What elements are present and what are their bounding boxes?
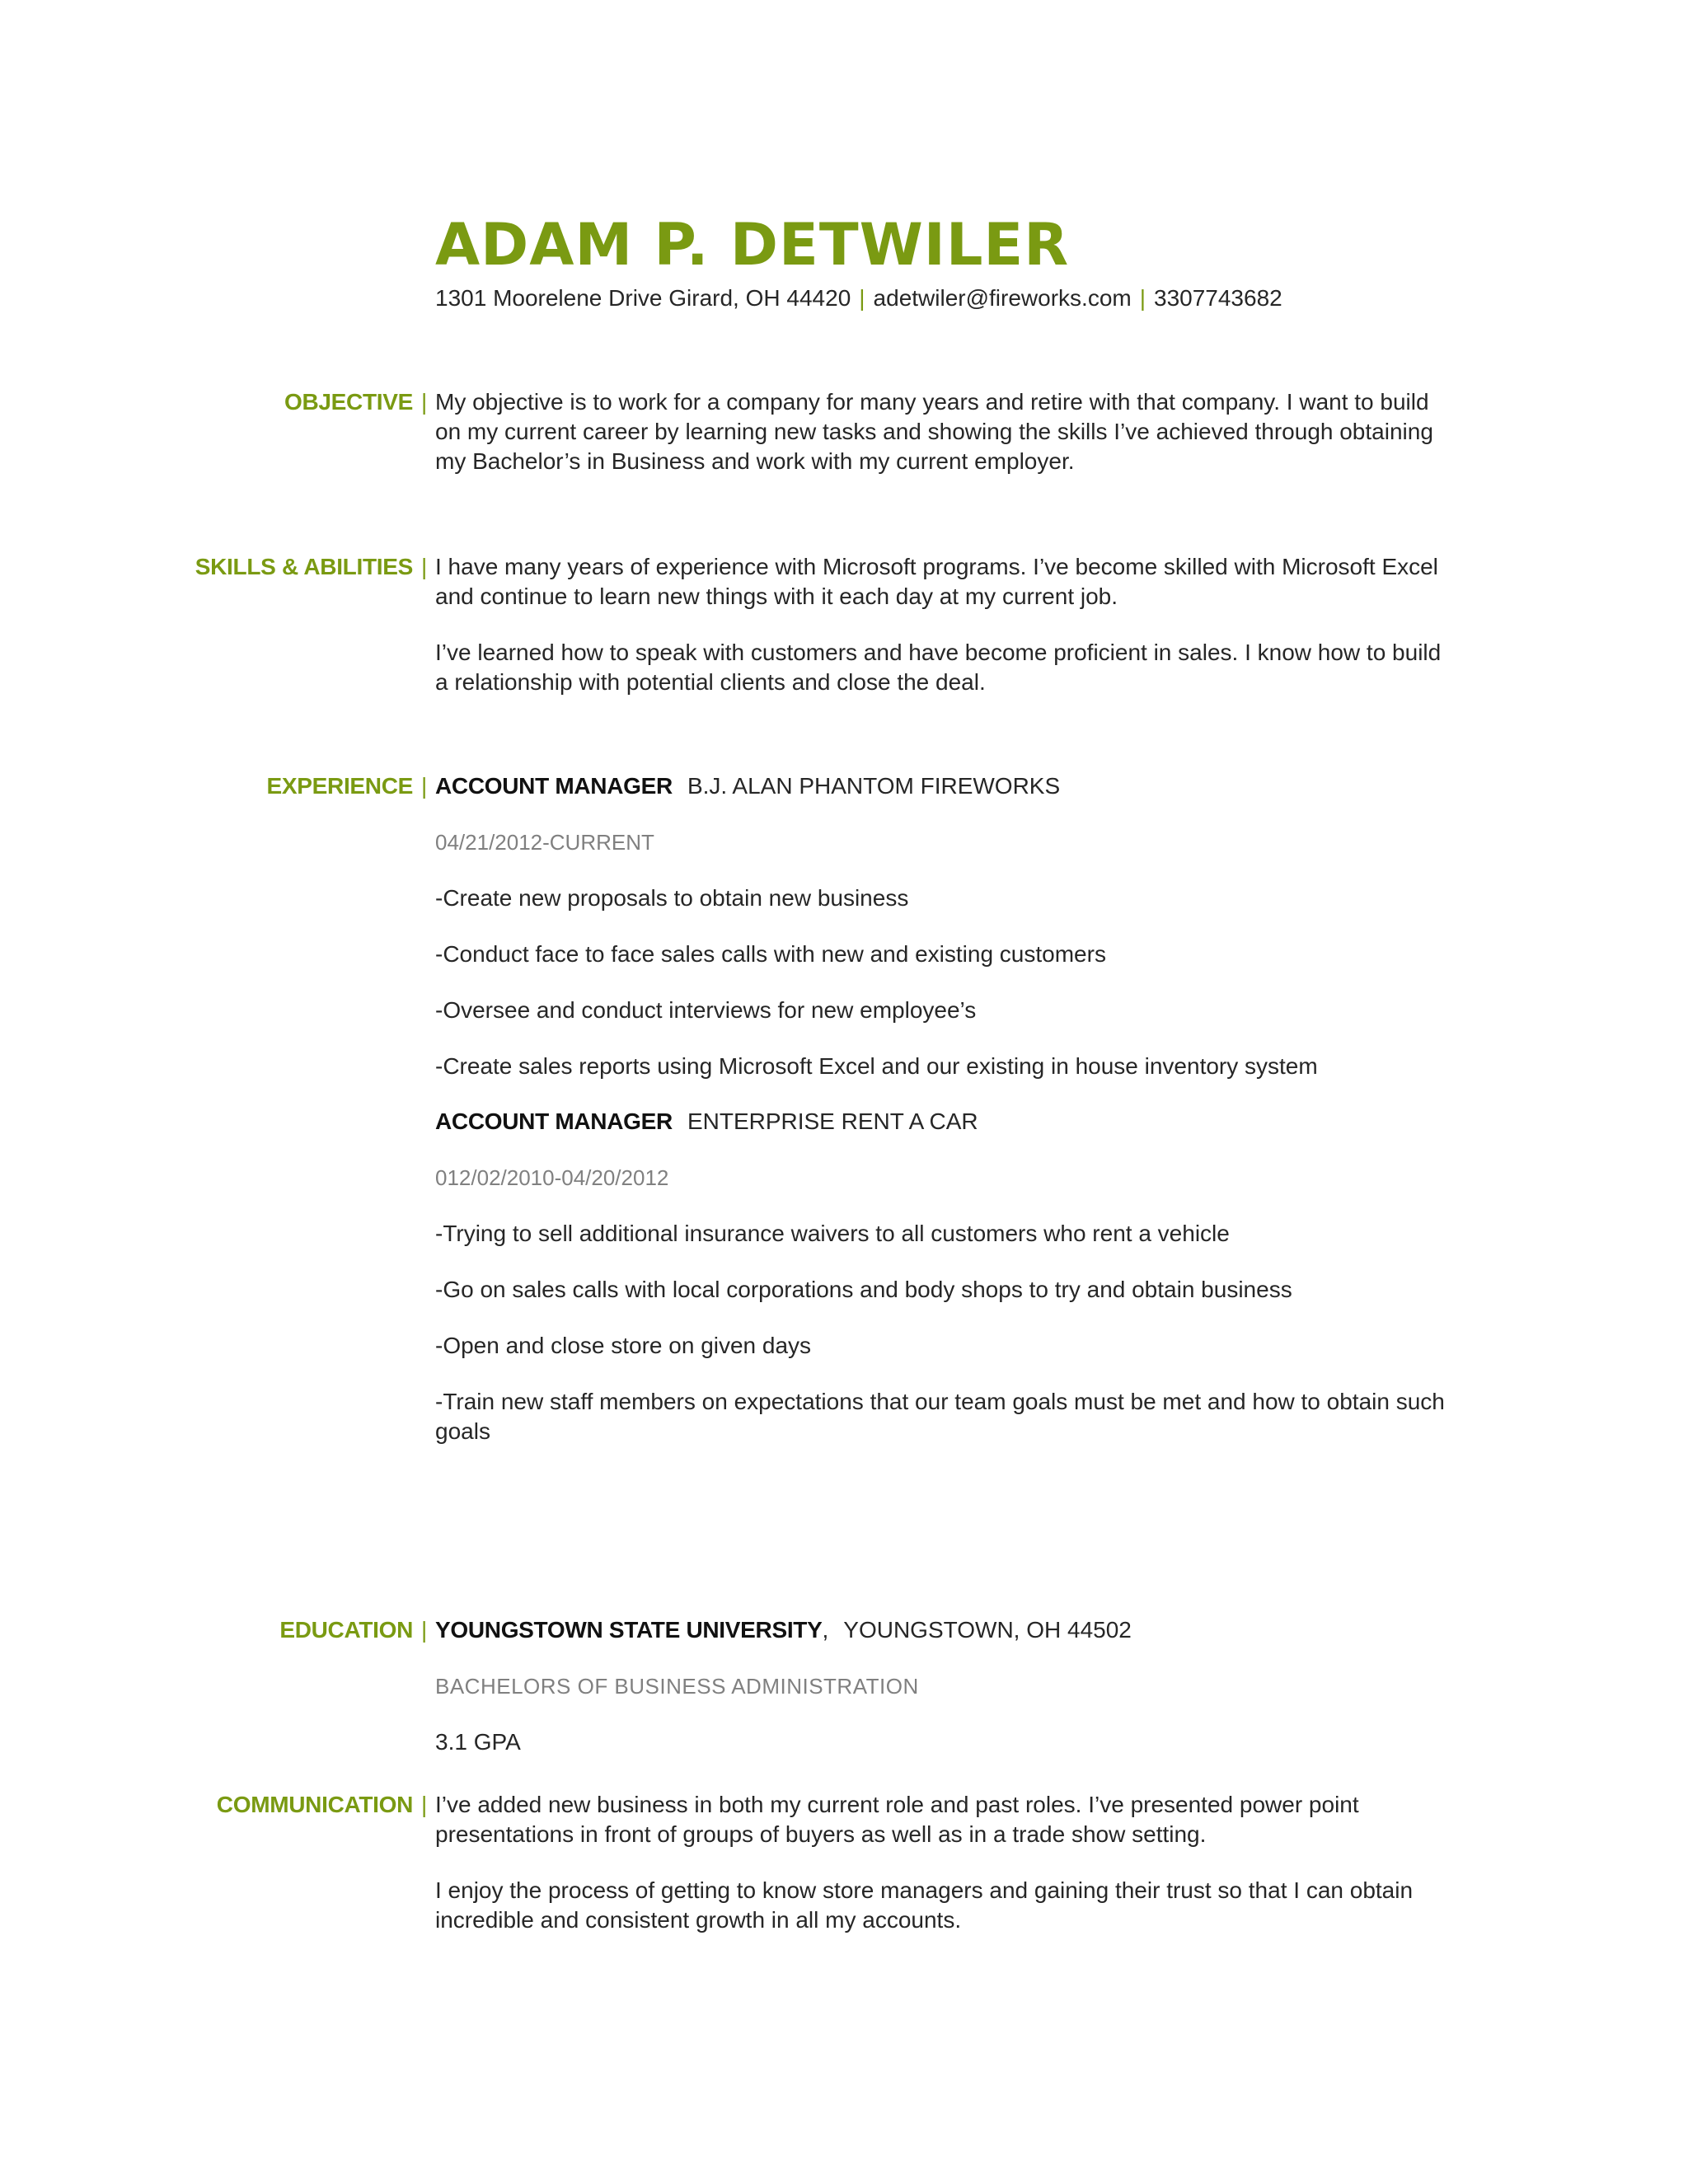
job-heading	[435, 1107, 1457, 1137]
job-bullet: -Go on sales calls with local corporations and body shops to try and obtain business	[435, 1277, 1292, 1302]
contact-line	[435, 284, 1507, 313]
job-company: B.J. ALAN PHANTOM FIREWORKS	[687, 773, 1061, 799]
school-heading: YOUNGSTOWN STATE UNIVERSITY, YOUNGSTOWN, OH 44502	[435, 1617, 1132, 1643]
job-bullet: -Create new proposals to obtain new business	[435, 885, 909, 911]
degree: BACHELORS OF BUSINESS ADMINISTRATION	[435, 1674, 919, 1699]
address: 1301 Moorelene Drive Girard, OH 44420	[435, 285, 851, 311]
phone-number: 3307743682	[1154, 285, 1282, 311]
job-bullet: -Create sales reports using Microsoft Excel and our existing in house inventory system	[435, 1053, 1318, 1079]
section-label-text: EXPERIENCE	[266, 773, 414, 799]
section-body	[435, 1790, 1457, 1961]
job-dates: 04/21/2012-CURRENT	[435, 830, 654, 855]
section-label	[284, 387, 427, 417]
communication-paragraph: I enjoy the process of getting to know store managers and gaining their trust so that I can obtain incredible and consistent growth in all my accounts.	[435, 1877, 1414, 1933]
section-label-text: SKILLS & ABILITIES	[195, 554, 414, 579]
section-body	[435, 387, 1457, 503]
communication-paragraph: I’ve added new business in both my current role and past roles. I’ve presented power point presentations in front of groups of buyers as well as in a trade show setting.	[435, 1792, 1359, 1847]
objective-text: My objective is to work for a company for many years and retire with that company. I want to build on my current career by learning new tasks and showing the skills I’ve achieved through obtaining my Bachelor’s in Business and work with my current employer.	[435, 389, 1433, 474]
job-title: ACCOUNT MANAGER	[435, 773, 673, 799]
skills-paragraph: I’ve learned how to speak with customers and have become proficient in sales. I know how to build a relationship with potential clients and close the deal.	[435, 640, 1442, 695]
job-bullet: -Oversee and conduct interviews for new employee’s	[435, 997, 977, 1023]
section-label	[267, 771, 427, 801]
section-body	[435, 552, 1457, 724]
section-label-text: EDUCATION	[279, 1617, 414, 1643]
job-bullet: -Train new staff members on expectations that our team goals must be met and how to obtain such goals	[435, 1389, 1445, 1444]
section-label	[279, 1615, 427, 1645]
job-dates: 012/02/2010-04/20/2012	[435, 1165, 669, 1190]
school-location: YOUNGSTOWN, OH 44502	[843, 1617, 1132, 1643]
separator: |	[859, 285, 865, 311]
resume-header	[435, 211, 1507, 313]
job-heading	[435, 771, 1457, 801]
job-entry	[435, 1107, 1457, 1446]
separator: |	[421, 773, 427, 799]
separator: |	[1139, 285, 1146, 311]
separator: |	[421, 554, 427, 579]
section-body	[435, 1107, 1457, 1473]
separator: |	[421, 389, 427, 415]
section-label-text: OBJECTIVE	[284, 389, 414, 415]
job-entry	[435, 771, 1457, 1081]
section-label	[217, 1790, 427, 1820]
job-company: ENTERPRISE RENT A CAR	[687, 1108, 978, 1134]
section-body	[435, 771, 1457, 1108]
job-title: ACCOUNT MANAGER	[435, 1108, 673, 1134]
job-bullet: -Trying to sell additional insurance waivers to all customers who rent a vehicle	[435, 1221, 1230, 1246]
school-name: YOUNGSTOWN STATE UNIVERSITY	[435, 1617, 823, 1643]
separator: |	[421, 1792, 427, 1817]
section-label	[195, 552, 427, 582]
separator: |	[421, 1617, 427, 1643]
candidate-name: ADAM P. DETWILER	[435, 211, 1070, 279]
section-label-text: COMMUNICATION	[216, 1792, 414, 1817]
section-body	[435, 1615, 1457, 1783]
skills-paragraph: I have many years of experience with Microsoft programs. I’ve become skilled with Microsoft Excel and continue to learn new things with it each day at my current job.	[435, 554, 1438, 609]
job-bullet: -Conduct face to face sales calls with new and existing customers	[435, 941, 1106, 967]
job-bullet: -Open and close store on given days	[435, 1333, 812, 1358]
email-link[interactable]: adetwiler@fireworks.com	[873, 285, 1132, 311]
gpa: 3.1 GPA	[435, 1729, 521, 1755]
